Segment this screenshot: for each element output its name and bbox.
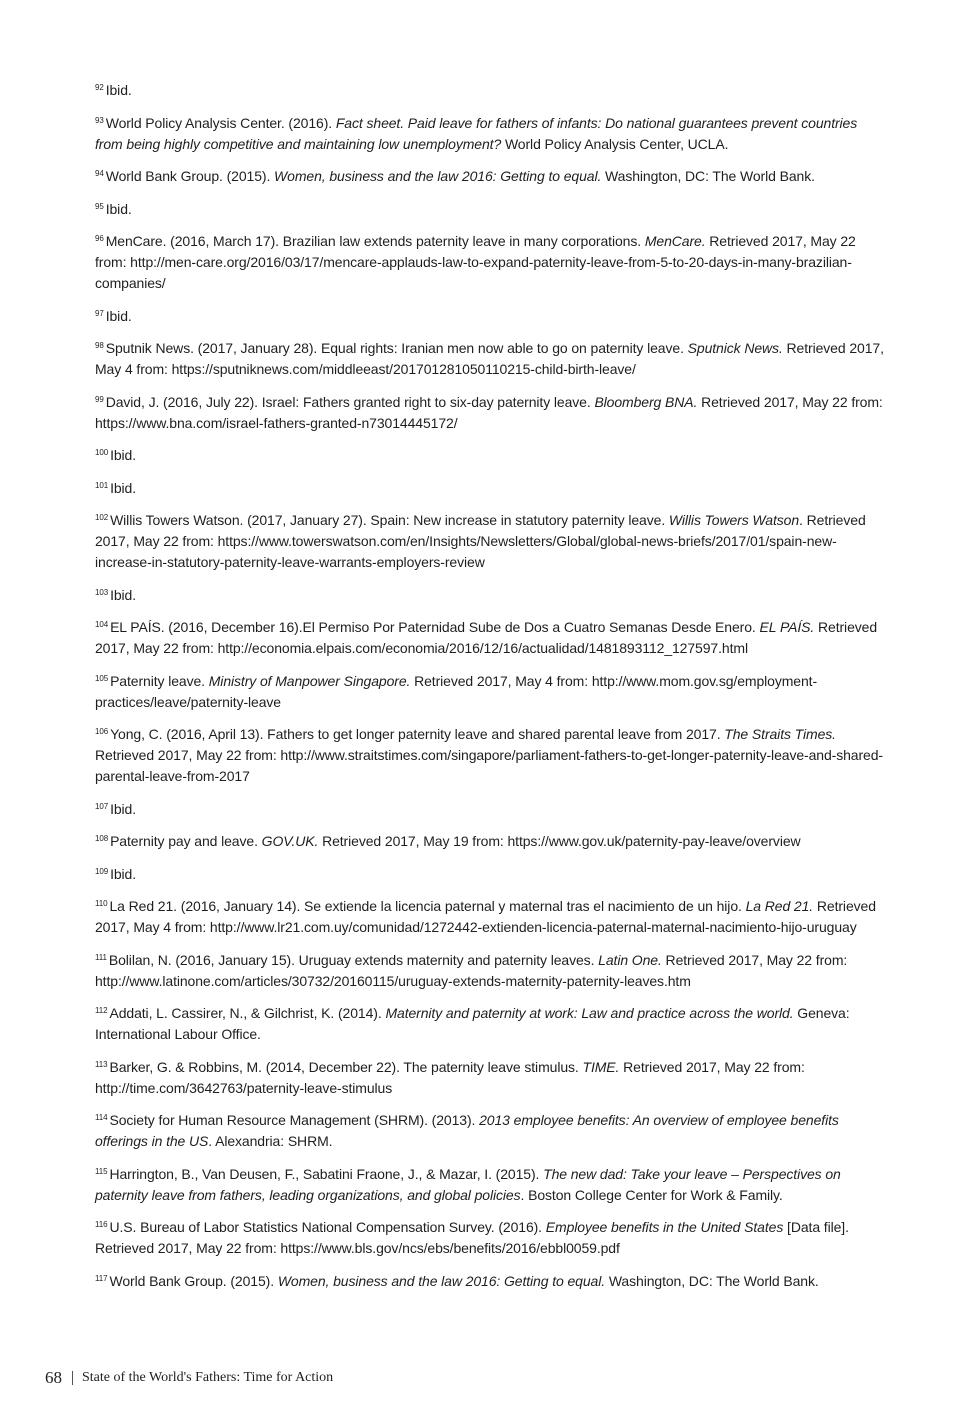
endnote (95, 510, 885, 573)
endnotes-list (95, 80, 885, 1303)
endnote-text: . Alexandria: SHRM. (208, 1133, 333, 1149)
endnote-text: Retrieved 2017, May 22 from: http://www.straitstimes.com/singapore/parliament-fathers-to-get-longer-paternity-leave-and-shared-parental-leave-from-2017 (95, 747, 883, 784)
endnote-text: Retrieved 2017, May 4 from: https://sputniknews.com/middleeast/201701281050110215-child-birth-leave/ (95, 340, 884, 377)
endnote-text: Ibid. (110, 479, 137, 496)
endnote-text: Retrieved 2017, May 22 from: http://economia.elpais.com/economia/2016/12/16/actualidad/1481893112_127597.html (95, 619, 878, 656)
endnote-source-title: EL PAÍS. (759, 619, 815, 635)
endnote (95, 1003, 885, 1045)
endnote-text: La Red 21. (2016, January 14). Se extiende la licencia paternal y maternal tras el nacimiento de un hijo. (109, 898, 746, 914)
endnote-number: 94 (95, 169, 104, 178)
endnote (95, 831, 885, 852)
endnote-text: [Data file]. Retrieved 2017, May 22 from: https://www.bls.gov/ncs/ebs/benefits/2016/ebbl0059.pdf (95, 1219, 849, 1256)
endnote-text: . Boston College Center for Work & Family. (520, 1186, 783, 1203)
endnote (95, 950, 885, 992)
endnote (95, 1057, 885, 1099)
endnote-text: David, J. (2016, July 22). Israel: Fathers granted right to six-day paternity leave. (105, 393, 595, 410)
footer-divider (72, 1371, 73, 1385)
endnote-source-title: Sputnick News. (687, 340, 783, 356)
endnote-text: World Policy Analysis Center. (2016). (105, 114, 336, 131)
page-number: 68 (45, 1368, 62, 1387)
endnote-text: Willis Towers Watson. (2017, January 27). Spain: New increase in statutory paternity leave. (110, 512, 669, 528)
endnote-number: 104 (95, 620, 109, 629)
endnote-number: 98 (95, 341, 104, 350)
endnote-number: 110 (95, 899, 108, 908)
endnote-number: 112 (95, 1006, 108, 1015)
endnote-source-title: The Straits Times. (724, 726, 836, 742)
endnote-source-title: Willis Towers Watson (668, 512, 800, 528)
endnote (95, 671, 885, 713)
endnote-source-title: Latin One. (598, 951, 662, 968)
endnote-number: 107 (95, 801, 109, 811)
endnote-text: Retrieved 2017, May 22 from: http://time.com/3642763/paternity-leave-stimulus (95, 1058, 805, 1096)
endnote-number: 101 (95, 480, 109, 490)
endnote-text: MenCare. (2016, March 17). Brazilian law extends paternity leave in many corporations. (105, 233, 645, 249)
endnote (95, 445, 885, 466)
endnote (95, 478, 885, 499)
endnote-text: Bolilan, N. (2016, January 15). Uruguay extends maternity and paternity leaves. (108, 951, 599, 968)
endnote (95, 199, 885, 220)
endnote-number: 108 (95, 834, 109, 843)
endnote-source-title: The new dad: Take your leave – Perspectives on paternity leave from fathers, leading organizations, and global policies (95, 1165, 841, 1203)
endnote-text: EL PAÍS. (2016, December 16).El Permiso Por Paternidad Sube de Dos a Cuatro Semanas Desde Enero. (110, 619, 760, 635)
endnote (95, 1110, 885, 1152)
endnote (95, 338, 885, 380)
endnote-text: Retrieved 2017, May 22 from: http://www.latinone.com/articles/30732/20160115/uruguay-extends-maternity-paternity-leaves.htm (95, 951, 848, 989)
endnote-text: U.S. Bureau of Labor Statistics National Compensation Survey. (2016). (109, 1219, 546, 1235)
endnote-source-title: GOV.UK. (261, 833, 319, 849)
endnote-number: 103 (95, 587, 109, 597)
endnote-text: . Retrieved 2017, May 22 from: https://www.towerswatson.com/en/Insights/Newsletters/Global/global-news-briefs/2017/01/spain-new-increase-in-statutory-paternity-leave-warrants-employers-review (95, 512, 866, 570)
endnote-text: Retrieved 2017, May 4 from: http://www.lr21.com.uy/comunidad/1272442-extienden-licencia-paternal-maternal-nacimiento-hijo-uruguay (95, 898, 876, 935)
endnote-number: 93 (95, 115, 104, 125)
endnote-number: 115 (95, 1166, 108, 1176)
endnote-text: Paternity pay and leave. (110, 833, 262, 849)
endnote (95, 231, 885, 294)
endnote-text: Retrieved 2017, May 19 from: https://www.gov.uk/paternity-pay-leave/overview (318, 833, 801, 849)
endnote-number: 95 (95, 201, 104, 211)
endnote-source-title: 2013 employee benefits: An overview of employee benefits offerings in the US (95, 1112, 839, 1149)
endnote (95, 724, 885, 787)
endnote-source-title: Women, business and the law 2016: Getting to equal. (277, 1272, 606, 1289)
endnote-text: Retrieved 2017, May 22 from: https://www.bna.com/israel-fathers-granted-n73014445172/ (95, 393, 883, 431)
endnote-source-title: Maternity and paternity at work: Law and practice across the world. (385, 1005, 794, 1021)
endnote (95, 864, 885, 885)
endnote-text: Ibid. (110, 865, 137, 882)
endnote (95, 306, 885, 327)
endnote-text: Geneva: International Labour Office. (95, 1005, 850, 1042)
endnote-text: Yong, C. (2016, April 13). Fathers to get longer paternity leave and shared parental leave from 2017. (110, 726, 725, 742)
endnote (95, 166, 885, 187)
endnote-text: Barker, G. & Robbins, M. (2014, December 22). The paternity leave stimulus. (109, 1058, 583, 1075)
endnote-number: 92 (95, 83, 104, 92)
endnote-source-title: Bloomberg BNA. (594, 393, 698, 410)
endnote (95, 392, 885, 434)
endnote-number: 113 (95, 1059, 108, 1069)
endnote-text: Ibid. (105, 82, 132, 98)
endnote (95, 113, 885, 155)
endnote-source-title: MenCare. (644, 233, 706, 249)
endnote-text: Ibid. (110, 586, 137, 603)
endnote-text: Harrington, B., Van Deusen, F., Sabatini Fraone, J., & Mazar, I. (2015). (109, 1165, 544, 1182)
endnote-number: 111 (95, 952, 107, 962)
endnote (95, 1164, 885, 1206)
endnote (95, 896, 885, 938)
endnote-text: Addati, L. Cassirer, N., & Gilchrist, K. (2014). (109, 1005, 386, 1021)
endnote-number: 117 (95, 1273, 108, 1283)
endnote-text: World Bank Group. (2015). (109, 1272, 278, 1289)
endnote-number: 100 (95, 448, 109, 457)
endnote-number: 105 (95, 673, 109, 683)
endnote-source-title: La Red 21. (745, 898, 814, 914)
endnote-number: 106 (95, 727, 109, 736)
page-footer (45, 1368, 333, 1388)
endnote-text: Sputnik News. (2017, January 28). Equal rights: Iranian men now able to go on paternity leave. (105, 340, 688, 356)
endnote-text: Washington, DC: The World Bank. (605, 1272, 819, 1289)
endnote-source-title: Employee benefits in the United States (545, 1219, 784, 1235)
endnote-number: 116 (95, 1220, 108, 1229)
endnote-source-title: Fact sheet. Paid leave for fathers of infants: Do national guarantees prevent countries from being highly competitive and maintaining low unemployment? (95, 114, 858, 152)
endnote-text: Retrieved 2017, May 22 from: http://men-care.org/2016/03/17/mencare-applauds-law-to-expand-paternity-leave-from-5-to-20-days-in-many-brazilian-companies/ (95, 233, 856, 291)
endnote-text: World Policy Analysis Center, UCLA. (501, 135, 729, 152)
endnote-number: 102 (95, 513, 109, 522)
endnote-text: World Bank Group. (2015). (105, 168, 275, 184)
endnote (95, 799, 885, 820)
endnote (95, 617, 885, 659)
endnote (95, 585, 885, 606)
endnote-text: Ibid. (105, 200, 132, 217)
publication-title: State of the World's Fathers: Time for Action (82, 1370, 334, 1385)
endnote-number: 114 (95, 1113, 108, 1122)
endnote-source-title: Women, business and the law 2016: Getting to equal. (274, 168, 602, 184)
endnote-text: Ibid. (110, 447, 137, 463)
endnote (95, 1271, 885, 1292)
endnote (95, 80, 885, 101)
endnote-number: 109 (95, 866, 109, 876)
endnote-text: Washington, DC: The World Bank. (601, 168, 815, 184)
endnote (95, 1217, 885, 1259)
endnote-number: 96 (95, 234, 104, 243)
endnote-text: Ibid. (105, 307, 132, 324)
endnote-number: 97 (95, 308, 104, 318)
endnote-source-title: TIME. (582, 1058, 620, 1075)
endnote-text: Society for Human Resource Management (SHRM). (2013). (109, 1112, 480, 1128)
endnote-number: 99 (95, 394, 104, 404)
endnote-text: Paternity leave. (110, 672, 209, 689)
endnote-text: Retrieved 2017, May 4 from: http://www.mom.gov.sg/employment-practices/leave/paternity-leave (95, 672, 818, 710)
endnote-text: Ibid. (110, 800, 137, 817)
endnote-source-title: Ministry of Manpower Singapore. (208, 672, 411, 689)
